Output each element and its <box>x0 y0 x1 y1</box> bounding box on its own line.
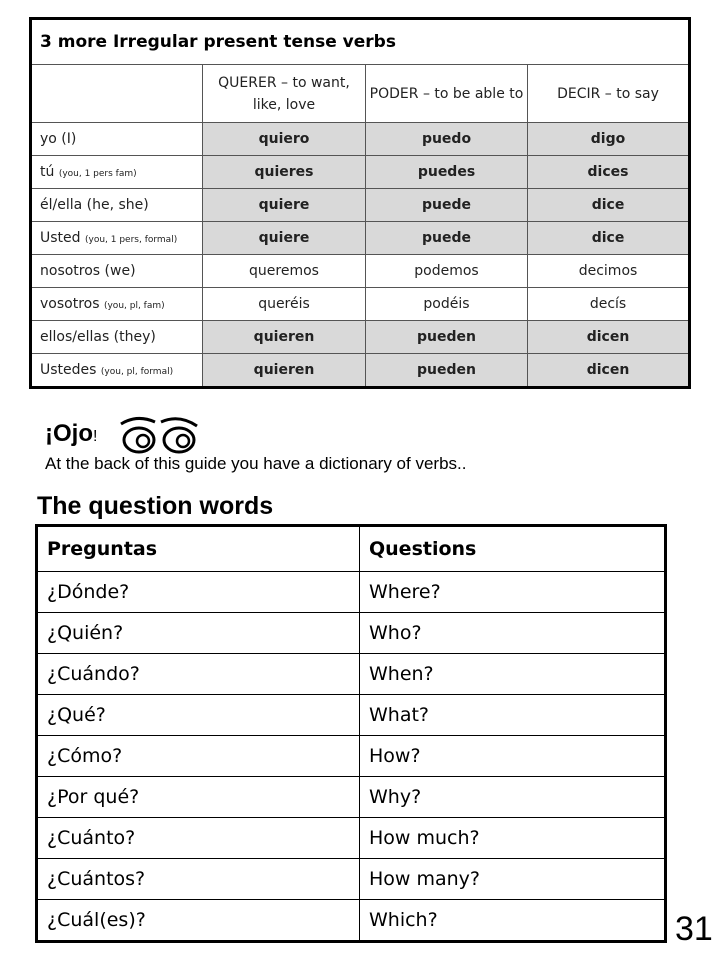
spanish-cell: ¿Cuántos? <box>37 859 360 900</box>
form-cell: dicen <box>528 321 690 354</box>
spanish-cell: ¿Por qué? <box>37 777 360 818</box>
english-cell: Where? <box>360 572 666 613</box>
spanish-cell: ¿Cómo? <box>37 736 360 777</box>
form-cell: queremos <box>203 255 366 288</box>
dictionary-note: At the back of this guide you have a dictionary of verbs.. <box>45 454 467 473</box>
form-cell: dice <box>528 189 690 222</box>
table-row <box>37 900 666 942</box>
form-cell: podemos <box>366 255 528 288</box>
pronoun-cell: nosotros (we) <box>31 255 203 288</box>
table-row <box>37 695 666 736</box>
form-cell: decimos <box>528 255 690 288</box>
spanish-cell: ¿Cuándo? <box>37 654 360 695</box>
form-cell: puede <box>366 189 528 222</box>
spanish-cell: ¿Qué? <box>37 695 360 736</box>
pronoun-cell: yo (I) <box>31 123 203 156</box>
question-words-title: The question words <box>37 492 274 520</box>
form-cell: podéis <box>366 288 528 321</box>
table-row <box>37 777 666 818</box>
english-cell: When? <box>360 654 666 695</box>
header-empty-cell <box>31 65 203 123</box>
table-row <box>37 613 666 654</box>
pronoun-cell: él/ella (he, she) <box>31 189 203 222</box>
form-cell: quieres <box>203 156 366 189</box>
page-number: 31 <box>675 910 713 948</box>
pronoun-cell: Ustedes (you, pl, formal) <box>31 354 203 388</box>
header-questions: Questions <box>360 526 666 572</box>
spanish-cell: ¿Cuánto? <box>37 818 360 859</box>
eyes-icon <box>117 414 201 454</box>
form-cell: quiero <box>203 123 366 156</box>
form-cell: digo <box>528 123 690 156</box>
form-cell: puedo <box>366 123 528 156</box>
form-cell: quieren <box>203 321 366 354</box>
english-cell: How much? <box>360 818 666 859</box>
verb-row <box>31 222 690 255</box>
spanish-cell: ¿Dónde? <box>37 572 360 613</box>
form-cell: pueden <box>366 354 528 388</box>
form-cell: dices <box>528 156 690 189</box>
verbs-table-title: 3 more Irregular present tense verbs <box>31 19 690 65</box>
form-cell: dice <box>528 222 690 255</box>
form-cell: dicen <box>528 354 690 388</box>
pronoun-cell: vosotros (you, pl, fam) <box>31 288 203 321</box>
form-cell: queréis <box>203 288 366 321</box>
spanish-cell: ¿Quién? <box>37 613 360 654</box>
pronoun-cell: tú (you, 1 pers fam) <box>31 156 203 189</box>
form-cell: quiere <box>203 222 366 255</box>
form-cell: quieren <box>203 354 366 388</box>
english-cell: How many? <box>360 859 666 900</box>
verb-row <box>31 255 690 288</box>
header-querer: QUERER – to want, like, love <box>203 65 366 123</box>
header-poder: PODER – to be able to <box>366 65 528 123</box>
english-cell: How? <box>360 736 666 777</box>
verb-row <box>31 354 690 388</box>
pronoun-cell: ellos/ellas (they) <box>31 321 203 354</box>
table-row <box>37 654 666 695</box>
verb-row <box>31 123 690 156</box>
header-preguntas: Preguntas <box>37 526 360 572</box>
verb-row <box>31 156 690 189</box>
irregular-verbs-table <box>29 17 691 389</box>
table-row <box>37 736 666 777</box>
form-cell: quiere <box>203 189 366 222</box>
verb-row <box>31 321 690 354</box>
form-cell: pueden <box>366 321 528 354</box>
ojo-heading: ¡Ojo! <box>45 420 98 447</box>
table-row <box>37 818 666 859</box>
form-cell: puede <box>366 222 528 255</box>
question-words-table <box>35 524 667 943</box>
english-cell: What? <box>360 695 666 736</box>
pronoun-cell: Usted (you, 1 pers, formal) <box>31 222 203 255</box>
english-cell: Why? <box>360 777 666 818</box>
form-cell: decís <box>528 288 690 321</box>
table-row <box>37 572 666 613</box>
english-cell: Who? <box>360 613 666 654</box>
spanish-cell: ¿Cuál(es)? <box>37 900 360 942</box>
form-cell: puedes <box>366 156 528 189</box>
table-row <box>37 859 666 900</box>
verb-row <box>31 288 690 321</box>
verb-row <box>31 189 690 222</box>
header-decir: DECIR – to say <box>528 65 690 123</box>
english-cell: Which? <box>360 900 666 942</box>
